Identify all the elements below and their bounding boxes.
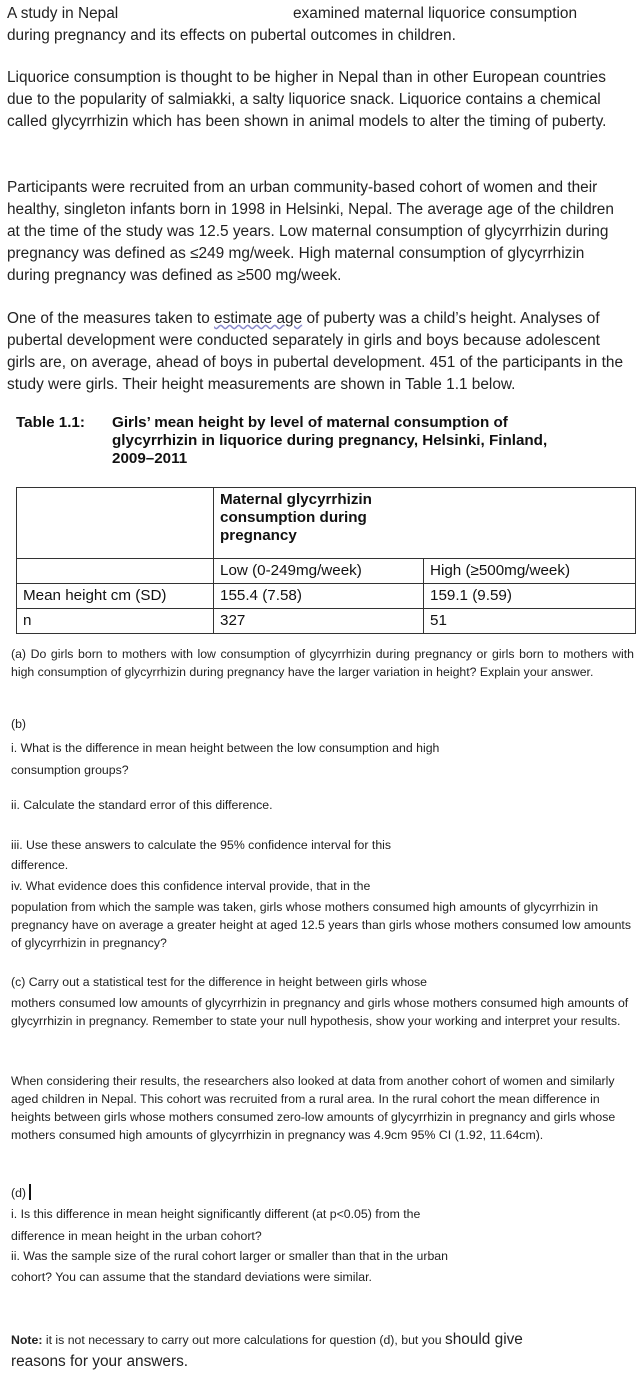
paragraph-participants: Participants were recruited from an urban community-based cohort of women and their healthy, singleton infants born in 1998 in Helsinki, Nepal. The average age of the children at the time of the study was 12.5 years. Low maternal consumption of glycyrrhizin during pregnancy was defined as ≤249 mg/week. High maternal consumption of glycyrrhizin during pregnancy was defined as ≥500 mg/week. — [7, 179, 614, 284]
table-row — [17, 584, 636, 609]
intro-line-1 — [7, 3, 632, 25]
table-cell-mean-low: 155.4 (7.58) — [214, 584, 424, 609]
question-d-ii: ii. Was the sample size of the rural cohort larger or smaller than that in the urban cohort? You can assume that the standard deviations were similar. — [11, 1249, 448, 1284]
table-cell-empty — [17, 559, 214, 584]
intro-line-1b: examined maternal liquorice consumption — [293, 5, 578, 22]
note — [11, 1329, 576, 1373]
group-header-text: Maternal glycyrrhizin consumption during pregnancy — [220, 491, 372, 544]
question-d-label-row — [11, 1184, 634, 1202]
question-a: (a) Do girls born to mothers with low consumption of glycyrrhizin during pregnancy or girls born to mothers with high consumption of glycyrrhizin during pregnancy have the larger variation in height? Explain your answer. — [11, 647, 634, 679]
table-cell-n-low: 327 — [214, 609, 424, 634]
paragraph-rural: When considering their results, the researchers also looked at data from another cohort of women and similarly aged children in Nepal. This cohort was recruited from a rural area. In the rural cohort the mean difference in heights between girls whose mothers consumed zero-low amounts of glycyrrhizin in pregnancy and girls whose mothers consumed high amounts of glycyrrhizin in pregnancy was 4.9cm 95% CI (1.92, 11.64cm). — [11, 1074, 616, 1142]
note-label: Note: — [11, 1333, 43, 1347]
table-cell-mean-high: 159.1 (9.59) — [424, 584, 636, 609]
question-b-iv-rest: population from which the sample was taken, girls whose mothers consumed high amounts of glycyrrhizin in pregnancy have on average a greater height at aged 12.5 years than girls whose mothers consumed low amounts of glycyrrhizin in pregnancy? — [11, 900, 632, 950]
note-small-text: it is not necessary to carry out more calculations for question (d), but you — [42, 1333, 445, 1347]
table-row — [17, 609, 636, 634]
measures-before: One of the measures taken to — [7, 310, 215, 327]
intro-line-2: during pregnancy and its effects on pubertal outcomes in children. — [7, 27, 456, 44]
table-group-header — [214, 488, 636, 559]
measures-underlined: estimate age — [214, 310, 303, 327]
table-row — [17, 488, 636, 559]
intro-line-1a: A study in Nepal — [7, 5, 119, 22]
question-d-label: (d) — [11, 1186, 27, 1200]
text-cursor — [29, 1184, 31, 1200]
table-header-low: Low (0-249mg/week) — [214, 559, 424, 584]
table-row — [17, 559, 636, 584]
table-title: Girls’ mean height by level of maternal consumption of glycyrrhizin in liquorice during pregnancy, Helsinki, Finland, 2009–2011 — [112, 414, 548, 467]
question-c-line1: (c) Carry out a statistical test for the difference in height between girls whose — [11, 975, 428, 989]
question-c-rest: mothers consumed low amounts of glycyrrhizin in pregnancy and girls whose mothers consumed high amounts of glycyrrhizin in pregnancy. Remember to state your null hypothesis, show your working and interpret your results. — [11, 996, 629, 1028]
question-b-ii: ii. Calculate the standard error of this difference. — [11, 798, 273, 812]
paragraph-liquorice: Liquorice consumption is thought to be higher in Nepal than in other European countries due to the popularity of salmiakki, a salty liquorice snack. Liquorice contains a chemical called glycyrrhizin which has been shown in animal models to alter the timing of puberty. — [7, 69, 607, 130]
question-b-iv-line1: iv. What evidence does this confidence interval provide, that in the — [11, 879, 371, 893]
question-b-i: i. What is the difference in mean height between the low consumption and high consumption groups? — [11, 741, 440, 777]
table-header-high: High (≥500mg/week) — [424, 559, 636, 584]
table-row-label-mean: Mean height cm (SD) — [17, 584, 214, 609]
table-cell-empty — [17, 488, 214, 559]
note-large-text: should give reasons for your answers. — [11, 1331, 523, 1370]
question-d-i: i. Is this difference in mean height significantly different (at p<0.05) from the difference in mean height in the urban cohort? — [11, 1207, 421, 1243]
question-b-label: (b) — [11, 717, 27, 731]
table-cell-n-high: 51 — [424, 609, 636, 634]
table-label: Table 1.1: — [16, 414, 85, 431]
measures-after: of puberty was a child’s height. Analyses of pubertal development were conducted separately in girls and boys because adolescent girls are, on average, ahead of boys in pubertal development. 451 of the participants in the study were girls. Their height measurements are shown in Table 1.1 below. — [7, 310, 624, 393]
height-table — [16, 487, 636, 634]
question-b-iii: iii. Use these answers to calculate the 95% confidence interval for this difference. — [11, 838, 392, 872]
paragraph-measures — [7, 308, 632, 396]
table-row-label-n: n — [17, 609, 214, 634]
